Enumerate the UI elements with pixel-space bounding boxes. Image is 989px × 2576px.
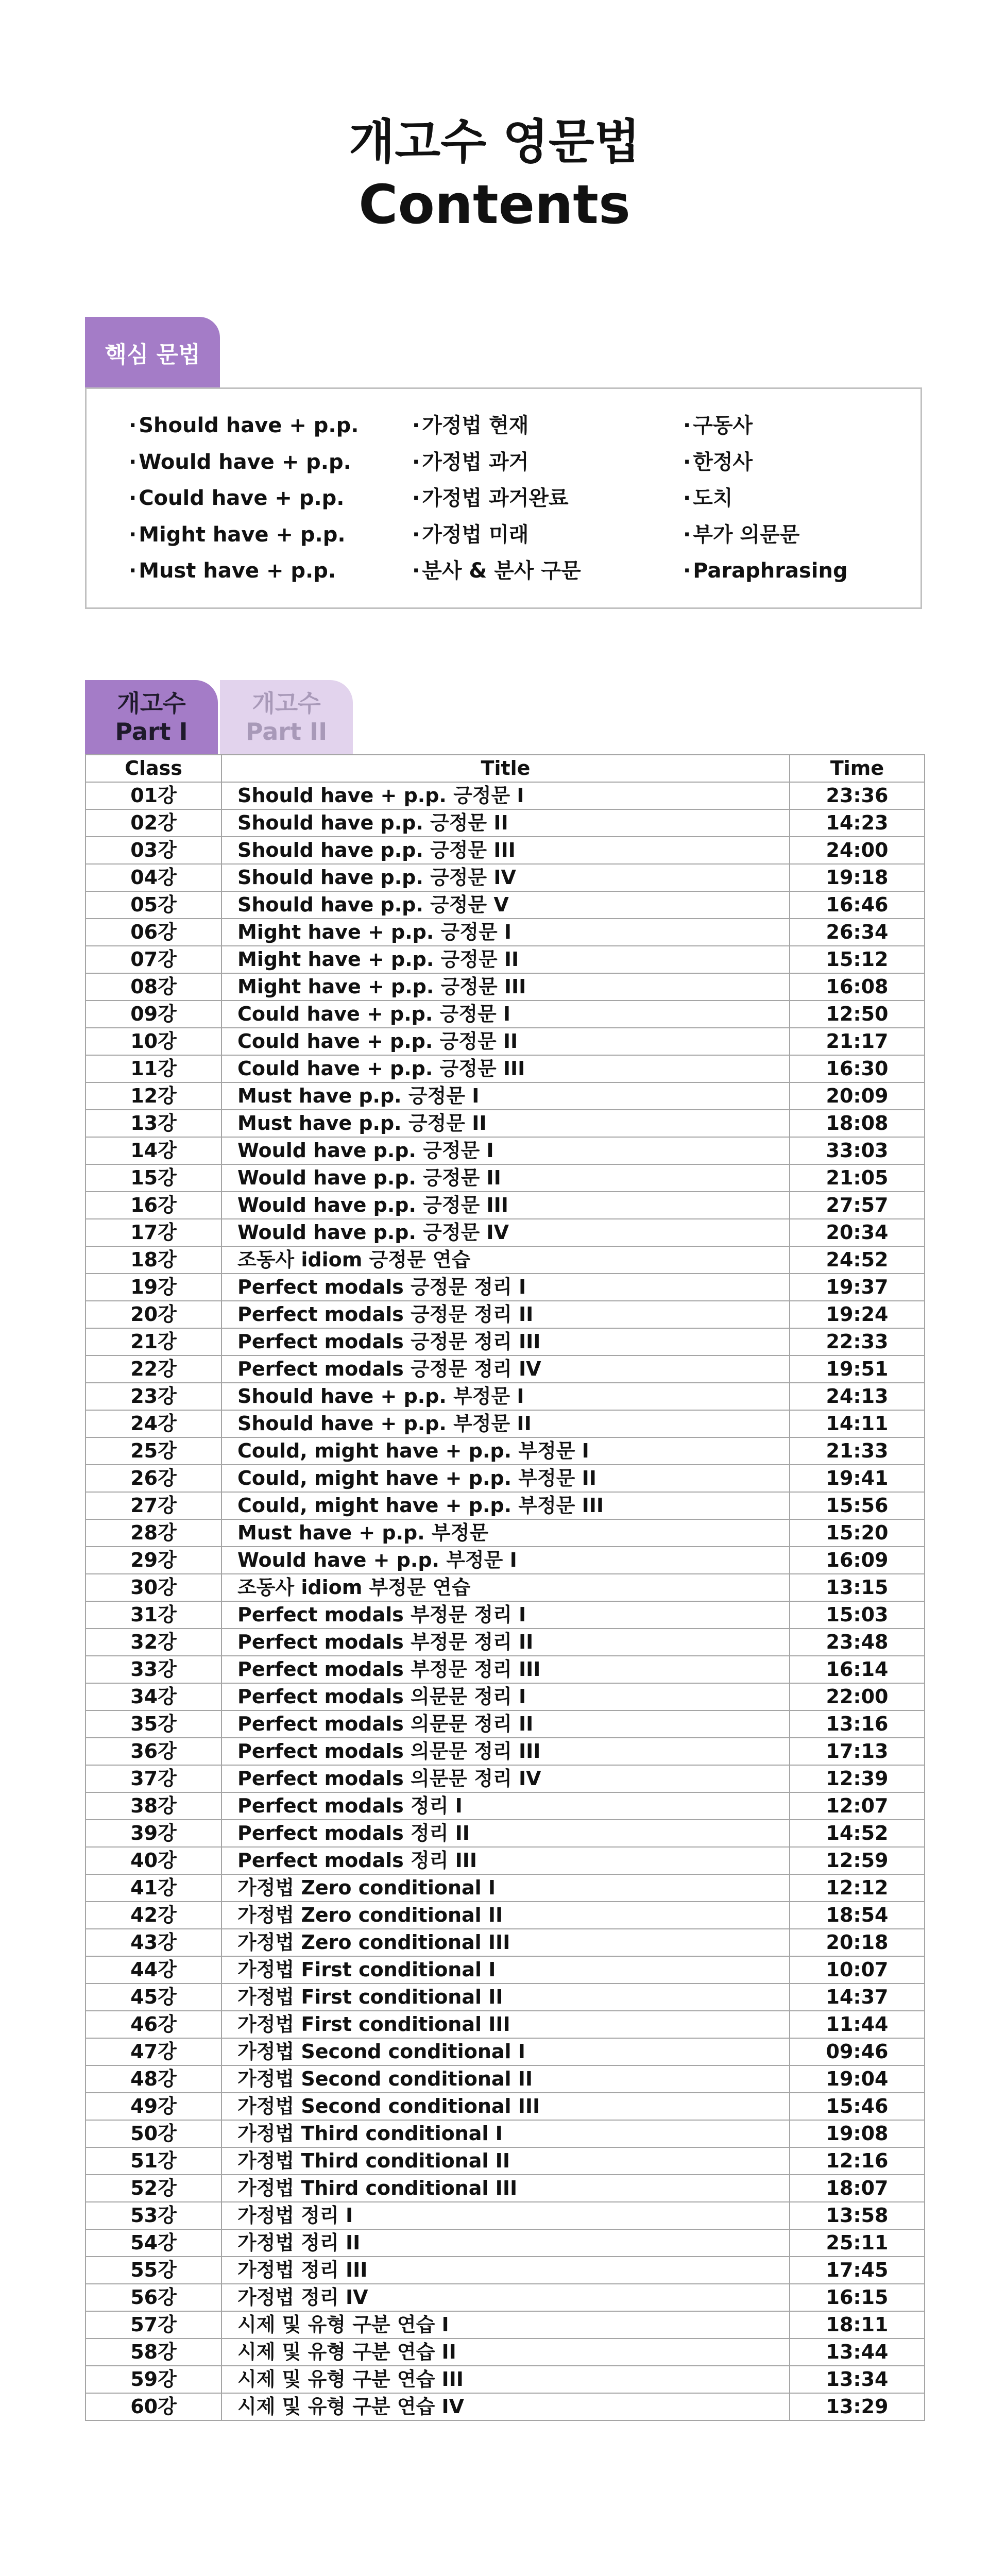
core-grammar-item: · 가정법 현재 — [412, 408, 581, 444]
class-cell: 51강 — [86, 2147, 221, 2175]
title-cell: 가정법 Second conditional I — [221, 2038, 790, 2065]
title-cell: Must have p.p. 긍정문 II — [221, 1110, 790, 1137]
class-cell: 25강 — [86, 1437, 221, 1465]
class-cell: 48강 — [86, 2065, 221, 2093]
title-cell: Perfect modals 의문문 정리 III — [221, 1738, 790, 1765]
class-cell: 41강 — [86, 1874, 221, 1902]
title-cell: Should have + p.p. 부정문 II — [221, 1410, 790, 1437]
class-cell: 04강 — [86, 864, 221, 891]
time-cell: 14:52 — [790, 1820, 925, 1847]
class-cell: 19강 — [86, 1274, 221, 1301]
tab-part-2-line2: Part II — [245, 717, 328, 745]
table-row — [86, 1328, 925, 1355]
time-cell: 33:03 — [790, 1137, 925, 1164]
title-cell: Might have + p.p. 긍정문 I — [221, 919, 790, 946]
class-cell: 07강 — [86, 946, 221, 973]
table-row — [86, 919, 925, 946]
title-cell: 가정법 First conditional III — [221, 2011, 790, 2038]
core-grammar-tab: 핵심 문법 — [85, 317, 220, 388]
table-row — [86, 1001, 925, 1028]
time-cell: 19:08 — [790, 2120, 925, 2147]
title-cell: Would have p.p. 긍정문 III — [221, 1192, 790, 1219]
class-cell: 32강 — [86, 1629, 221, 1656]
table-row — [86, 1492, 925, 1519]
title-cell: Should have p.p. 긍정문 III — [221, 837, 790, 864]
table-row — [86, 1874, 925, 1902]
time-cell: 19:51 — [790, 1355, 925, 1383]
class-cell: 50강 — [86, 2120, 221, 2147]
table-row — [86, 1738, 925, 1765]
table-row — [86, 2366, 925, 2393]
table-row — [86, 2038, 925, 2065]
class-cell: 58강 — [86, 2338, 221, 2366]
time-cell: 16:15 — [790, 2284, 925, 2311]
title-cell: Could, might have + p.p. 부정문 II — [221, 1465, 790, 1492]
table-header-row — [86, 755, 925, 782]
table-row — [86, 1519, 925, 1547]
class-cell: 28강 — [86, 1519, 221, 1547]
time-cell: 19:18 — [790, 864, 925, 891]
title-cell: Should have p.p. 긍정문 IV — [221, 864, 790, 891]
table-row — [86, 1929, 925, 1956]
table-row — [86, 2393, 925, 2420]
class-cell: 37강 — [86, 1765, 221, 1792]
class-cell: 31강 — [86, 1601, 221, 1629]
time-cell: 25:11 — [790, 2229, 925, 2257]
title-cell: Perfect modals 부정문 정리 II — [221, 1629, 790, 1656]
class-cell: 24강 — [86, 1410, 221, 1437]
time-cell: 14:37 — [790, 1984, 925, 2011]
class-cell: 05강 — [86, 891, 221, 919]
class-cell: 46강 — [86, 2011, 221, 2038]
table-row — [86, 1137, 925, 1164]
title-cell: 시제 및 유형 구분 연습 II — [221, 2338, 790, 2366]
time-cell: 15:46 — [790, 2093, 925, 2120]
class-cell: 38강 — [86, 1792, 221, 1820]
title-cell: Could have + p.p. 긍정문 II — [221, 1028, 790, 1055]
page-title-english: Contents — [359, 173, 630, 236]
lecture-table — [85, 754, 925, 2421]
core-grammar-item: · Must have + p.p. — [129, 553, 359, 589]
table-row — [86, 2338, 925, 2366]
time-cell: 12:07 — [790, 1792, 925, 1820]
table-row — [86, 1055, 925, 1082]
title-cell: Should have + p.p. 긍정문 I — [221, 782, 790, 809]
class-cell: 12강 — [86, 1082, 221, 1110]
class-cell: 49강 — [86, 2093, 221, 2120]
title-cell: 가정법 Zero conditional III — [221, 1929, 790, 1956]
class-cell: 54강 — [86, 2229, 221, 2257]
table-row — [86, 1956, 925, 1984]
title-cell: Could, might have + p.p. 부정문 I — [221, 1437, 790, 1465]
title-cell: Would have p.p. 긍정문 I — [221, 1137, 790, 1164]
title-cell: Perfect modals 부정문 정리 III — [221, 1656, 790, 1683]
title-cell: Must have p.p. 긍정문 I — [221, 1082, 790, 1110]
core-grammar-box — [85, 387, 922, 609]
title-cell: 가정법 정리 II — [221, 2229, 790, 2257]
column-header-time: Time — [790, 755, 925, 782]
core-grammar-column-3 — [683, 408, 848, 589]
title-cell: 가정법 Third conditional II — [221, 2147, 790, 2175]
core-grammar-item: · 구동사 — [683, 408, 848, 444]
core-grammar-item: · 부가 의문문 — [683, 517, 848, 553]
core-grammar-item: · 한정사 — [683, 444, 848, 481]
table-row — [86, 1246, 925, 1274]
time-cell: 12:59 — [790, 1847, 925, 1874]
time-cell: 15:03 — [790, 1601, 925, 1629]
time-cell: 19:37 — [790, 1274, 925, 1301]
class-cell: 27강 — [86, 1492, 221, 1519]
table-row — [86, 1274, 925, 1301]
table-row — [86, 2011, 925, 2038]
table-row — [86, 1355, 925, 1383]
time-cell: 24:00 — [790, 837, 925, 864]
table-row — [86, 1656, 925, 1683]
time-cell: 09:46 — [790, 2038, 925, 2065]
table-row — [86, 1820, 925, 1847]
time-cell: 20:09 — [790, 1082, 925, 1110]
time-cell: 13:15 — [790, 1574, 925, 1601]
title-cell: Would have + p.p. 부정문 I — [221, 1547, 790, 1574]
tab-part-1[interactable] — [85, 680, 218, 755]
table-row — [86, 973, 925, 1001]
time-cell: 16:09 — [790, 1547, 925, 1574]
table-row — [86, 2120, 925, 2147]
time-cell: 24:52 — [790, 1246, 925, 1274]
time-cell: 21:17 — [790, 1028, 925, 1055]
title-cell: Perfect modals 정리 I — [221, 1792, 790, 1820]
table-row — [86, 1301, 925, 1328]
title-cell: 가정법 Zero conditional I — [221, 1874, 790, 1902]
core-grammar-item: · 가정법 미래 — [412, 517, 581, 553]
time-cell: 27:57 — [790, 1192, 925, 1219]
tab-part-1-line1: 개고수 — [117, 689, 186, 718]
class-cell: 18강 — [86, 1246, 221, 1274]
title-cell: Must have + p.p. 부정문 — [221, 1519, 790, 1547]
title-cell: 시제 및 유형 구분 연습 III — [221, 2366, 790, 2393]
title-cell: Would have p.p. 긍정문 II — [221, 1164, 790, 1192]
table-row — [86, 782, 925, 809]
class-cell: 33강 — [86, 1656, 221, 1683]
table-row — [86, 1383, 925, 1410]
tab-part-1-line2: Part I — [115, 717, 188, 745]
page-title-korean: 개고수 영문법 — [349, 114, 640, 170]
table-row — [86, 1792, 925, 1820]
class-cell: 06강 — [86, 919, 221, 946]
title-cell: Should have p.p. 긍정문 V — [221, 891, 790, 919]
time-cell: 15:56 — [790, 1492, 925, 1519]
table-row — [86, 1082, 925, 1110]
tab-part-2-line1: 개고수 — [252, 689, 321, 718]
class-cell: 17강 — [86, 1219, 221, 1246]
time-cell: 11:44 — [790, 2011, 925, 2038]
class-cell: 20강 — [86, 1301, 221, 1328]
core-grammar-item: · 도치 — [683, 480, 848, 517]
class-cell: 40강 — [86, 1847, 221, 1874]
table-body — [86, 782, 925, 2420]
table-row — [86, 1984, 925, 2011]
title-cell: Perfect modals 긍정문 정리 III — [221, 1328, 790, 1355]
lecture-table-container — [85, 754, 922, 2421]
title-cell: 가정법 정리 I — [221, 2202, 790, 2229]
table-row — [86, 1902, 925, 1929]
core-grammar-column-2 — [412, 408, 581, 589]
title-cell: Perfect modals 의문문 정리 IV — [221, 1765, 790, 1792]
title-cell: Could have + p.p. 긍정문 III — [221, 1055, 790, 1082]
class-cell: 23강 — [86, 1383, 221, 1410]
title-cell: 가정법 First conditional II — [221, 1984, 790, 2011]
time-cell: 10:07 — [790, 1956, 925, 1984]
time-cell: 16:46 — [790, 891, 925, 919]
table-row — [86, 864, 925, 891]
time-cell: 12:50 — [790, 1001, 925, 1028]
class-cell: 47강 — [86, 2038, 221, 2065]
table-row — [86, 1683, 925, 1710]
title-cell: 조동사 idiom 부정문 연습 — [221, 1574, 790, 1601]
table-row — [86, 2284, 925, 2311]
class-cell: 13강 — [86, 1110, 221, 1137]
time-cell: 22:00 — [790, 1683, 925, 1710]
time-cell: 26:34 — [790, 919, 925, 946]
table-row — [86, 1028, 925, 1055]
title-cell: Might have + p.p. 긍정문 II — [221, 946, 790, 973]
column-header-class: Class — [86, 755, 221, 782]
time-cell: 18:08 — [790, 1110, 925, 1137]
title-cell: 가정법 First conditional I — [221, 1956, 790, 1984]
class-cell: 35강 — [86, 1710, 221, 1738]
core-grammar-column-1 — [129, 408, 359, 589]
time-cell: 12:16 — [790, 2147, 925, 2175]
time-cell: 21:05 — [790, 1164, 925, 1192]
class-cell: 02강 — [86, 809, 221, 837]
title-cell: 시제 및 유형 구분 연습 IV — [221, 2393, 790, 2420]
class-cell: 57강 — [86, 2311, 221, 2338]
table-row — [86, 891, 925, 919]
column-header-title: Title — [221, 755, 790, 782]
core-grammar-item: · 가정법 과거완료 — [412, 480, 581, 517]
class-cell: 21강 — [86, 1328, 221, 1355]
title-cell: Perfect modals 긍정문 정리 IV — [221, 1355, 790, 1383]
class-cell: 29강 — [86, 1547, 221, 1574]
time-cell: 19:04 — [790, 2065, 925, 2093]
title-cell: 조동사 idiom 긍정문 연습 — [221, 1246, 790, 1274]
title-cell: Perfect modals 의문문 정리 II — [221, 1710, 790, 1738]
time-cell: 13:58 — [790, 2202, 925, 2229]
class-cell: 11강 — [86, 1055, 221, 1082]
time-cell: 15:12 — [790, 946, 925, 973]
title-cell: 가정법 Third conditional III — [221, 2175, 790, 2202]
class-cell: 03강 — [86, 837, 221, 864]
table-row — [86, 1765, 925, 1792]
class-cell: 26강 — [86, 1465, 221, 1492]
table-row — [86, 1629, 925, 1656]
table-row — [86, 1710, 925, 1738]
time-cell: 13:29 — [790, 2393, 925, 2420]
time-cell: 23:36 — [790, 782, 925, 809]
table-row — [86, 2065, 925, 2093]
time-cell: 12:39 — [790, 1765, 925, 1792]
class-cell: 10강 — [86, 1028, 221, 1055]
time-cell: 13:34 — [790, 2366, 925, 2393]
class-cell: 52강 — [86, 2175, 221, 2202]
title-cell: Could, might have + p.p. 부정문 III — [221, 1492, 790, 1519]
class-cell: 56강 — [86, 2284, 221, 2311]
title-cell: 가정법 Second conditional II — [221, 2065, 790, 2093]
class-cell: 01강 — [86, 782, 221, 809]
core-grammar-item: · Should have + p.p. — [129, 408, 359, 444]
title-cell: Perfect modals 의문문 정리 I — [221, 1683, 790, 1710]
title-cell: Should have p.p. 긍정문 II — [221, 809, 790, 837]
class-cell: 08강 — [86, 973, 221, 1001]
table-row — [86, 809, 925, 837]
title-cell: Should have + p.p. 부정문 I — [221, 1383, 790, 1410]
time-cell: 16:14 — [790, 1656, 925, 1683]
table-row — [86, 2229, 925, 2257]
time-cell: 13:16 — [790, 1710, 925, 1738]
core-grammar-item: · 분사 & 분사 구문 — [412, 553, 581, 589]
title-cell: Might have + p.p. 긍정문 III — [221, 973, 790, 1001]
table-row — [86, 2147, 925, 2175]
time-cell: 17:13 — [790, 1738, 925, 1765]
table-row — [86, 837, 925, 864]
class-cell: 14강 — [86, 1137, 221, 1164]
title-cell: 시제 및 유형 구분 연습 I — [221, 2311, 790, 2338]
core-grammar-item: · Could have + p.p. — [129, 480, 359, 517]
table-row — [86, 1465, 925, 1492]
class-cell: 30강 — [86, 1574, 221, 1601]
table-row — [86, 1547, 925, 1574]
time-cell: 19:24 — [790, 1301, 925, 1328]
table-row — [86, 1601, 925, 1629]
part-tabs — [85, 680, 394, 755]
core-grammar-item: · Might have + p.p. — [129, 517, 359, 553]
time-cell: 17:45 — [790, 2257, 925, 2284]
time-cell: 14:23 — [790, 809, 925, 837]
table-row — [86, 1164, 925, 1192]
class-cell: 43강 — [86, 1929, 221, 1956]
table-row — [86, 1219, 925, 1246]
class-cell: 59강 — [86, 2366, 221, 2393]
time-cell: 18:54 — [790, 1902, 925, 1929]
time-cell: 22:33 — [790, 1328, 925, 1355]
table-row — [86, 1410, 925, 1437]
title-cell: Could have + p.p. 긍정문 I — [221, 1001, 790, 1028]
table-row — [86, 2175, 925, 2202]
time-cell: 19:41 — [790, 1465, 925, 1492]
class-cell: 53강 — [86, 2202, 221, 2229]
time-cell: 23:48 — [790, 1629, 925, 1656]
title-cell: Perfect modals 부정문 정리 I — [221, 1601, 790, 1629]
title-cell: 가정법 정리 IV — [221, 2284, 790, 2311]
class-cell: 36강 — [86, 1738, 221, 1765]
table-row — [86, 1574, 925, 1601]
time-cell: 14:11 — [790, 1410, 925, 1437]
time-cell: 12:12 — [790, 1874, 925, 1902]
class-cell: 34강 — [86, 1683, 221, 1710]
time-cell: 16:08 — [790, 973, 925, 1001]
title-cell: Perfect modals 정리 II — [221, 1820, 790, 1847]
core-grammar-item: · Paraphrasing — [683, 553, 848, 589]
table-row — [86, 2093, 925, 2120]
class-cell: 09강 — [86, 1001, 221, 1028]
class-cell: 55강 — [86, 2257, 221, 2284]
title-cell: 가정법 정리 III — [221, 2257, 790, 2284]
class-cell: 42강 — [86, 1902, 221, 1929]
class-cell: 39강 — [86, 1820, 221, 1847]
time-cell: 16:30 — [790, 1055, 925, 1082]
title-cell: Perfect modals 긍정문 정리 II — [221, 1301, 790, 1328]
title-cell: 가정법 Second conditional III — [221, 2093, 790, 2120]
tab-part-2[interactable] — [220, 680, 353, 755]
title-cell: Perfect modals 긍정문 정리 I — [221, 1274, 790, 1301]
time-cell: 24:13 — [790, 1383, 925, 1410]
table-row — [86, 1847, 925, 1874]
table-row — [86, 1192, 925, 1219]
core-grammar-item: · Would have + p.p. — [129, 444, 359, 481]
title-cell: Would have p.p. 긍정문 IV — [221, 1219, 790, 1246]
table-row — [86, 1110, 925, 1137]
title-cell: 가정법 Zero conditional II — [221, 1902, 790, 1929]
class-cell: 60강 — [86, 2393, 221, 2420]
class-cell: 15강 — [86, 1164, 221, 1192]
table-row — [86, 1437, 925, 1465]
class-cell: 22강 — [86, 1355, 221, 1383]
time-cell: 15:20 — [790, 1519, 925, 1547]
class-cell: 45강 — [86, 1984, 221, 2011]
core-grammar-item: · 가정법 과거 — [412, 444, 581, 481]
table-row — [86, 946, 925, 973]
class-cell: 44강 — [86, 1956, 221, 1984]
title-cell: 가정법 Third conditional I — [221, 2120, 790, 2147]
title-cell: Perfect modals 정리 III — [221, 1847, 790, 1874]
time-cell: 18:07 — [790, 2175, 925, 2202]
time-cell: 18:11 — [790, 2311, 925, 2338]
time-cell: 21:33 — [790, 1437, 925, 1465]
table-row — [86, 2202, 925, 2229]
table-row — [86, 2311, 925, 2338]
class-cell: 16강 — [86, 1192, 221, 1219]
time-cell: 20:34 — [790, 1219, 925, 1246]
time-cell: 20:18 — [790, 1929, 925, 1956]
time-cell: 13:44 — [790, 2338, 925, 2366]
table-row — [86, 2257, 925, 2284]
